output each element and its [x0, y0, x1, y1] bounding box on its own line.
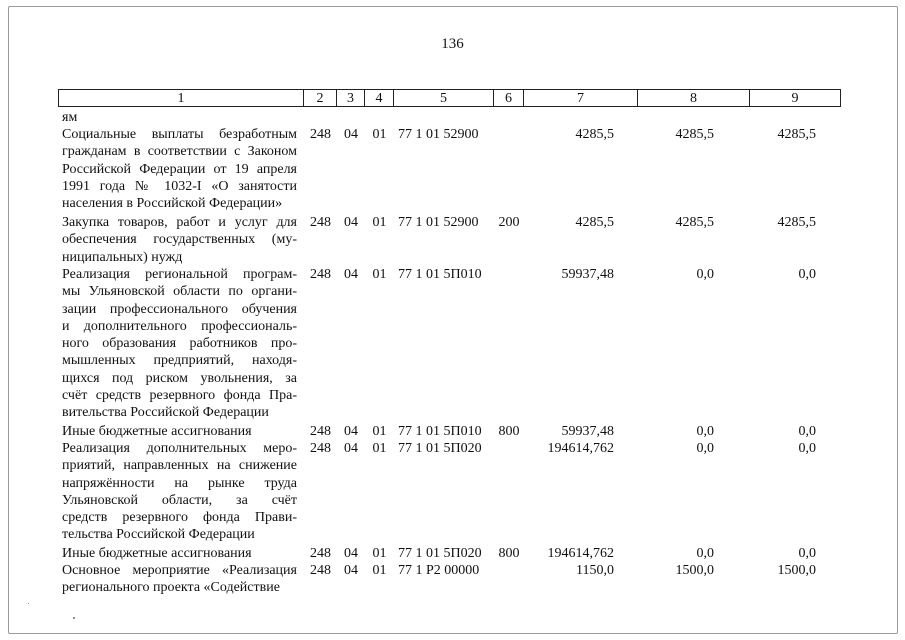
description-line: тельства Российской Федерации [62, 527, 255, 543]
row-description [62, 545, 297, 562]
cell-col-4: 01 [372, 215, 387, 230]
cell-col-3: 04 [344, 563, 358, 578]
cell-col-8: 0,0 [696, 267, 714, 282]
cell-col-7: 4285,5 [575, 215, 614, 230]
header-col-7: 7 [524, 89, 638, 107]
description-line: щихся под риском увольнения, за [62, 370, 297, 386]
header-col-3: 3 [337, 89, 365, 107]
cell-col-8: 0,0 [696, 546, 714, 561]
description-line: ниципальных) нужд [62, 249, 183, 265]
header-col-6: 6 [494, 89, 524, 107]
cell-col-5: 77 1 Р2 00000 [398, 563, 480, 578]
description-line: мышленных предприятий, находя- [62, 353, 297, 369]
description-line: Реализация региональной програм- [62, 267, 297, 282]
cell-col-7: 4285,5 [575, 127, 614, 142]
cell-col-3: 04 [344, 441, 358, 456]
cell-col-2: 248 [310, 563, 331, 578]
cell-col-5: 77 1 01 5П020 [398, 546, 482, 561]
row-description [62, 126, 297, 212]
cell-col-7: 194614,762 [547, 546, 614, 561]
description-line: регионального проекта «Содействие [62, 580, 280, 596]
cell-col-2: 248 [310, 546, 331, 561]
description-line: зации профессионального обучения [62, 301, 297, 317]
cell-col-8: 4285,5 [675, 215, 714, 230]
cell-col-3: 04 [344, 215, 358, 230]
cell-col-8: 0,0 [696, 424, 714, 439]
header-col-4: 4 [365, 89, 394, 107]
description-line: Реализация дополнительных меро- [62, 441, 297, 456]
description-line: 1991 года № 1032-I «О занятости [62, 178, 297, 194]
description-line: и дополнительного профессиональ- [62, 318, 297, 334]
description-line: мы Ульяновской области по органи- [62, 284, 297, 300]
description-line: гражданам в соответствии с Законом [62, 144, 297, 160]
cell-col-7: 59937,48 [561, 424, 614, 439]
header-col-9: 9 [750, 89, 841, 107]
cell-col-8: 1500,0 [675, 563, 714, 578]
cell-col-5: 77 1 01 5П020 [398, 441, 482, 456]
cell-col-2: 248 [310, 267, 331, 282]
description-line: вительства Российской Федерации [62, 405, 269, 421]
description-line: Ульяновской области, за счёт [62, 492, 297, 508]
description-line: напряжённости на рынке труда [62, 475, 297, 491]
carryover-text: ям [62, 110, 78, 125]
cell-col-4: 01 [372, 424, 387, 439]
description-line: Иные бюджетные ассигнования [62, 424, 252, 439]
description-line: приятий, направленных на снижение [62, 458, 297, 474]
cell-col-5: 77 1 01 52900 [398, 127, 479, 142]
row-description [62, 562, 297, 597]
header-col-8: 8 [638, 89, 750, 107]
cell-col-7: 194614,762 [547, 441, 614, 456]
description-line: счёт средств резервного фонда Пра- [62, 388, 297, 404]
cell-col-9: 0,0 [798, 267, 816, 282]
header-col-2: 2 [304, 89, 337, 107]
row-description [62, 266, 297, 422]
cell-col-3: 04 [344, 267, 358, 282]
cell-col-6: 800 [498, 424, 520, 439]
cell-col-3: 04 [344, 546, 358, 561]
description-line: обеспечения государственных (му- [62, 232, 297, 248]
description-line: средств резервного фонда Прави- [62, 510, 297, 526]
cell-col-5: 77 1 01 52900 [398, 215, 479, 230]
cell-col-9: 0,0 [798, 546, 816, 561]
cell-col-8: 0,0 [696, 441, 714, 456]
row-description [62, 423, 297, 440]
cell-col-3: 04 [344, 424, 358, 439]
cell-col-9: 0,0 [798, 441, 816, 456]
cell-col-4: 01 [372, 563, 387, 578]
header-col-5: 5 [394, 89, 494, 107]
cell-col-9: 4285,5 [777, 127, 816, 142]
description-line: Социальные выплаты безработным [62, 127, 297, 142]
scan-speck [73, 617, 75, 619]
cell-col-9: 0,0 [798, 424, 816, 439]
cell-col-5: 77 1 01 5П010 [398, 267, 482, 282]
cell-col-7: 59937,48 [561, 267, 614, 282]
cell-col-4: 01 [372, 267, 387, 282]
description-line: ного образования работников про- [62, 336, 297, 352]
cell-col-2: 248 [310, 424, 331, 439]
cell-col-4: 01 [372, 546, 387, 561]
cell-col-2: 248 [310, 441, 331, 456]
row-description [62, 214, 297, 266]
header-col-1: 1 [58, 89, 304, 107]
cell-col-2: 248 [310, 215, 331, 230]
description-line: населения в Российской Федерации» [62, 196, 283, 212]
cell-col-3: 04 [344, 127, 358, 142]
cell-col-8: 4285,5 [675, 127, 714, 142]
scan-speck [28, 603, 29, 604]
description-line: Основное мероприятие «Реализация [62, 563, 297, 578]
row-description [62, 440, 297, 544]
cell-col-4: 01 [372, 441, 387, 456]
description-line: Российской Федерации от 19 апреля [62, 161, 297, 177]
cell-col-7: 1150,0 [576, 563, 614, 578]
cell-col-6: 800 [498, 546, 520, 561]
cell-col-4: 01 [372, 127, 387, 142]
cell-col-5: 77 1 01 5П010 [398, 424, 482, 439]
cell-col-9: 1500,0 [777, 563, 816, 578]
description-line: Закупка товаров, работ и услуг для [62, 215, 297, 230]
cell-col-2: 248 [310, 127, 331, 142]
page-number: 136 [441, 36, 464, 52]
cell-col-6: 200 [498, 215, 520, 230]
description-line: Иные бюджетные ассигнования [62, 546, 252, 561]
cell-col-9: 4285,5 [777, 215, 816, 230]
